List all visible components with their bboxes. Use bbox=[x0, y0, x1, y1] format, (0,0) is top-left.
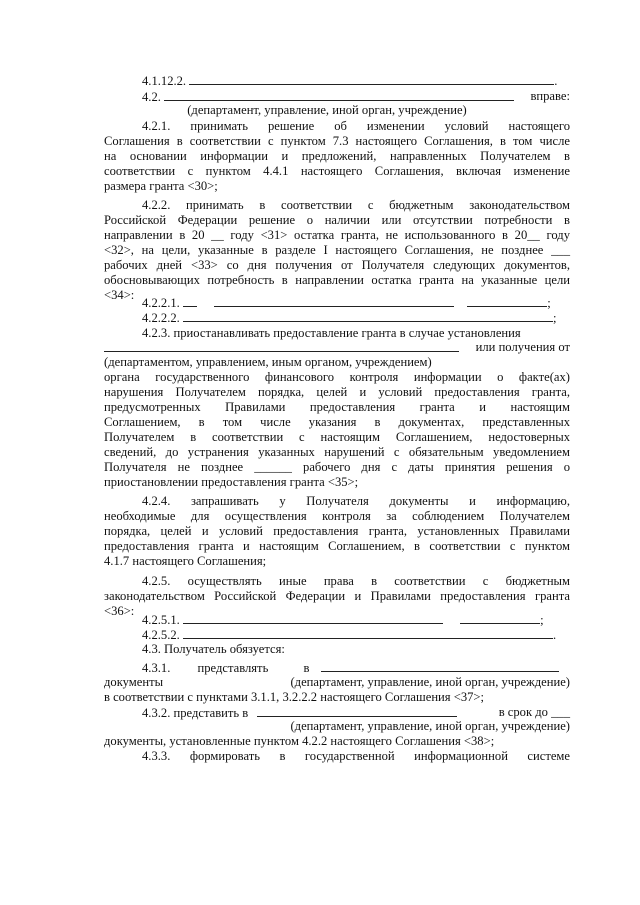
blank-line bbox=[183, 310, 553, 322]
blank-line bbox=[321, 660, 559, 672]
item-number: 4.2.2.2. bbox=[142, 311, 180, 325]
text-line: порядка, целей и условий предоставления гранта, установленных Правилами bbox=[104, 524, 570, 538]
item-number: 4.2.2.1. bbox=[142, 296, 180, 310]
item-number: 4.2. bbox=[142, 90, 161, 104]
item-4-2-5-2 bbox=[142, 627, 570, 643]
text-line: Соглашением, в том числе указания в документах, представленных bbox=[104, 415, 570, 429]
item-number: 4.2.5.1. bbox=[142, 613, 180, 627]
semicolon: ; bbox=[547, 296, 551, 310]
text-line: рабочих дней <33> со дня получения от Получателя следующих документов, bbox=[104, 258, 570, 272]
semicolon: ; bbox=[552, 311, 557, 325]
text-fragment: представлять bbox=[197, 661, 269, 675]
text-line: 4.2.5. осуществлять иные права в соответствии с бюджетным bbox=[142, 574, 570, 588]
text-line: сведений, до устранения указанных нарушений с обязательным уведомлением bbox=[104, 445, 570, 459]
text-line bbox=[104, 340, 570, 356]
blank-line bbox=[214, 295, 454, 307]
paragraph-4-3-3: 4.3.3. формировать в государственной информационной системе bbox=[142, 749, 570, 763]
semicolon: ; bbox=[540, 613, 544, 627]
text-line: 4.2.2. принимать в соответствии с бюджетным законодательством bbox=[142, 198, 570, 212]
item-number: 4.1.12.2. bbox=[142, 74, 187, 88]
text-line: в соответствии с пунктами 3.1.1, 3.2.2.2 настоящего Соглашения <37>; bbox=[104, 690, 485, 704]
item-4-3: 4.3. Получатель обязуется: bbox=[142, 642, 285, 656]
text-fragment: в bbox=[303, 661, 310, 675]
text-line: Получателя не позднее ______ рабочего дня с даты принятия решения о bbox=[104, 460, 570, 474]
item-4-2-2-2 bbox=[142, 310, 570, 326]
text-line: законодательством Российской Федерации и Правилами предоставления гранта bbox=[104, 589, 570, 603]
text-line: Российской Федерации решение о наличии или отсутствии потребности в bbox=[104, 213, 570, 227]
text-line: направлении в 20 __ году <31> остатка гранта, не использованного в 20__ году bbox=[104, 228, 570, 242]
caption-organ: (департаментом, управлением, иным органом, учреждением) bbox=[104, 355, 432, 369]
blank-line bbox=[104, 340, 459, 352]
blank-line bbox=[189, 73, 554, 85]
text-line bbox=[104, 675, 570, 690]
text-fragment: в срок до ___ bbox=[498, 705, 570, 719]
text-line: Соглашения в соответствии с пунктом 7.3 настоящего Соглашения, в том числе bbox=[104, 134, 570, 148]
caption-organ: (департамент, управление, иной орган, учреждение) bbox=[290, 719, 570, 733]
text-line: <34>: bbox=[104, 288, 135, 302]
text-fragment: или получения от bbox=[475, 340, 570, 354]
text-line: обосновывающих потребность в направлении остатка гранта на указанные цели bbox=[104, 273, 570, 287]
text-line: предоставления гранта и настоящим Соглашением, в соответствии с пунктом bbox=[104, 539, 570, 553]
item-number: 4.2.5.2. bbox=[142, 628, 180, 642]
text-line: 4.2.1. принимать решение об изменении условий настоящего bbox=[142, 119, 570, 133]
text-line: органа государственного финансового контроля информации о факте(ах) bbox=[104, 370, 570, 384]
text-line: нарушения Получателем порядка, целей и условий предоставления гранта, bbox=[104, 385, 570, 399]
text-line: Получателем в соответствии с настоящим Соглашением, недостоверных bbox=[104, 430, 570, 444]
period: . bbox=[554, 74, 558, 88]
text-line: необходимые для осуществления контроля за соблюдением Получателем bbox=[104, 509, 570, 523]
item-4-2-2-1 bbox=[142, 295, 570, 311]
text-line: <32>, на цели, указанные в разделе I настоящего Соглашения, не позднее ___ bbox=[104, 243, 570, 257]
blank-line bbox=[164, 89, 514, 101]
blank-line bbox=[467, 295, 547, 307]
blank-line bbox=[183, 295, 197, 307]
text-line bbox=[142, 660, 570, 676]
text-line: соответствии с пунктом 4.4.1 настоящего Соглашения, включая изменение bbox=[104, 164, 570, 178]
caption-organ: (департамент, управление, иной орган, учреждение) bbox=[187, 103, 467, 117]
caption-organ: (департамент, управление, иной орган, учреждение) bbox=[290, 675, 570, 689]
text-line: 4.2.3. приостанавливать предоставление гранта в случае установления bbox=[142, 326, 521, 340]
blank-line bbox=[257, 705, 457, 717]
item-4-1-12-2 bbox=[142, 73, 570, 89]
item-4-2-5-1 bbox=[142, 612, 570, 628]
text-line: 4.2.4. запрашивать у Получателя документы и информацию, bbox=[142, 494, 570, 508]
period: . bbox=[552, 628, 557, 642]
item-text: вправе: bbox=[530, 89, 570, 103]
blank-line bbox=[183, 612, 443, 624]
text-line: документы, установленные пунктом 4.2.2 настоящего Соглашения <38>; bbox=[104, 734, 495, 748]
blank-line bbox=[183, 627, 553, 639]
text-line: предусмотренных Правилами предоставления гранта и настоящим bbox=[104, 400, 570, 414]
text-line: <36>: bbox=[104, 604, 135, 618]
text-line: размера гранта <30>; bbox=[104, 179, 218, 193]
text-fragment: 4.3.2. представить в bbox=[142, 706, 249, 720]
text-line: приостановлении предоставления гранта <35>; bbox=[104, 475, 359, 489]
text-line: на основании информации и предложений, направленных Получателем в bbox=[104, 149, 570, 163]
text-fragment: документы bbox=[104, 675, 164, 689]
item-number: 4.3.1. bbox=[142, 661, 171, 675]
text-line: 4.1.7 настоящего Соглашения; bbox=[104, 554, 267, 568]
blank-line bbox=[460, 612, 540, 624]
